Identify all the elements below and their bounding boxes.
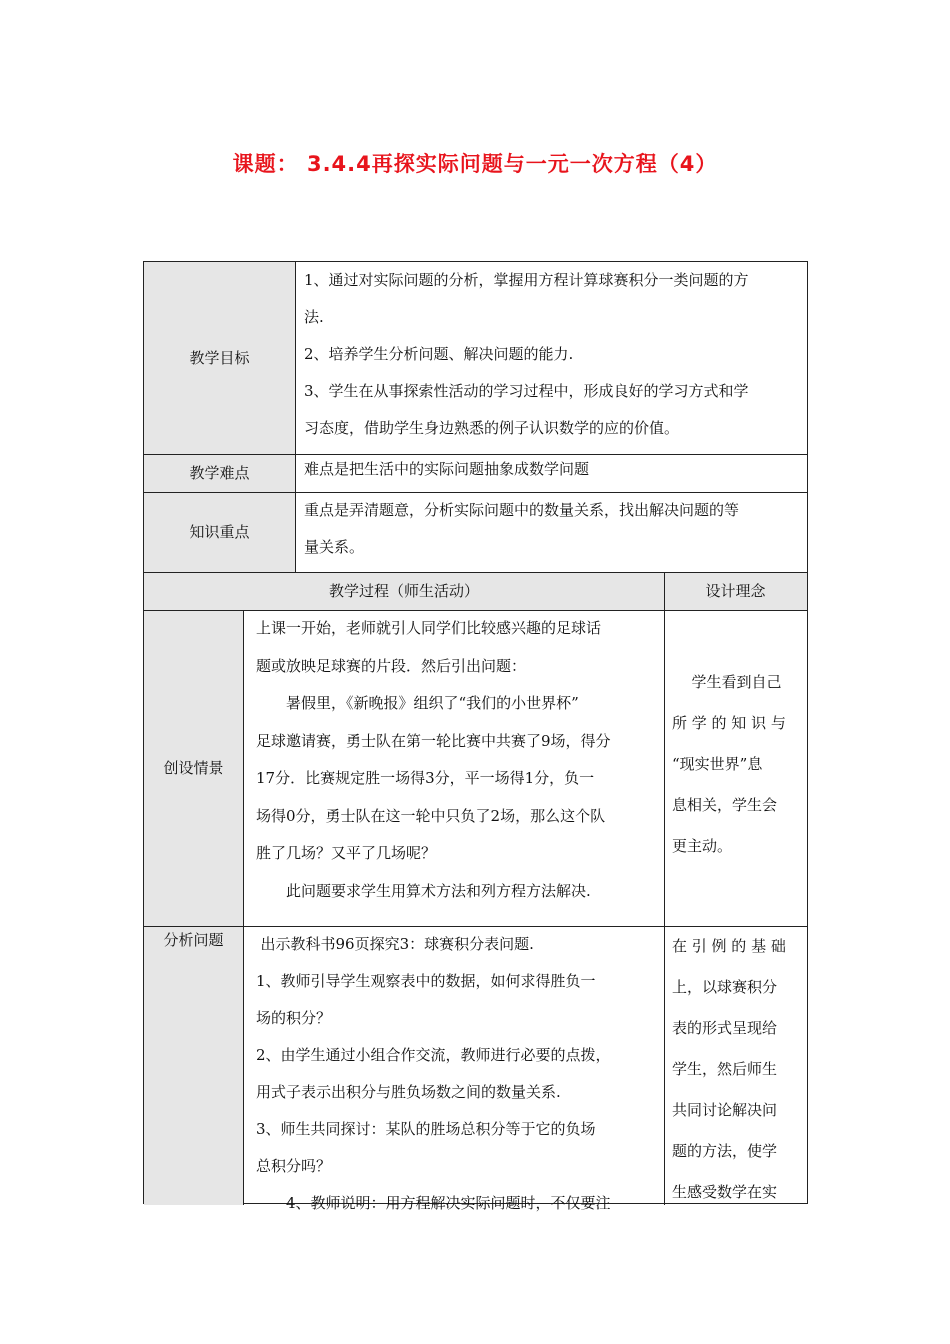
analysis-line: 2、由学生通过小组合作交流，教师进行必要的点拨， bbox=[256, 1046, 611, 1064]
objective-line: 习态度，借助学生身边熟悉的例子认识数学的应的价值。 bbox=[304, 419, 680, 437]
scenario-line: 题或放映足球赛的片段．然后引出问题： bbox=[256, 656, 527, 675]
difficulty-content bbox=[304, 454, 804, 492]
analysis-line: 1、教师引导学生观察表中的数据，如何求得胜负一 bbox=[256, 972, 596, 990]
analysis-content bbox=[256, 926, 660, 1222]
concept-line: 更主动。 bbox=[672, 837, 733, 855]
concept-line: “现实世界”息 bbox=[672, 755, 763, 773]
table-rule bbox=[243, 610, 244, 1205]
scenario-line: 此问题要求学生用算术方法和列方程方法解决. bbox=[286, 881, 591, 900]
scenario-line: 足球邀请赛，勇士队在第一轮比赛中共赛了9场，得分 bbox=[256, 731, 611, 750]
concept-line: 在 引 例 的 基 础 bbox=[672, 937, 786, 955]
key-point-line: 重点是弄清题意，分析实际问题中的数量关系，找出解决问题的等 bbox=[304, 501, 740, 519]
table-rule bbox=[295, 262, 296, 572]
process-header: 教学过程（师生活动） bbox=[328, 581, 479, 600]
lesson-plan-table bbox=[143, 261, 808, 1212]
objective-line: 3、学生在从事探索性活动的学习过程中，形成良好的学习方式和学 bbox=[304, 382, 749, 400]
concept-header-cell bbox=[664, 572, 807, 610]
page-title: 课题： 3.4.4再探实际问题与一元一次方程（4） bbox=[232, 152, 718, 176]
scenario-label: 创设情景 bbox=[163, 758, 224, 777]
table-rule bbox=[144, 572, 807, 573]
analysis-label: 分析问题 bbox=[163, 931, 224, 949]
table-rule bbox=[144, 492, 807, 493]
table-rule bbox=[144, 454, 807, 455]
analysis-line: 总积分吗？ bbox=[256, 1157, 332, 1175]
difficulty-label: 教学难点 bbox=[189, 463, 250, 482]
analysis-line: 3、师生共同探讨：某队的胜场总积分等于它的负场 bbox=[256, 1120, 596, 1138]
concept-line: 共同讨论解决问 bbox=[672, 1101, 778, 1119]
process-header-cell bbox=[144, 572, 664, 610]
analysis-line: 用式子表示出积分与胜负场数之间的数量关系. bbox=[256, 1083, 561, 1101]
scenario-line: 场得0分，勇士队在这一轮中只负了2场，那么这个队 bbox=[256, 806, 606, 825]
objective-line: 2、培养学生分析问题、解决问题的能力. bbox=[304, 345, 574, 363]
key-points-content bbox=[304, 492, 804, 566]
scenario-line: 胜了几场？又平了几场呢？ bbox=[256, 844, 437, 862]
key-points-label: 知识重点 bbox=[189, 522, 250, 541]
concept-line: 上，以球赛积分 bbox=[672, 978, 778, 996]
scenario-line: 暑假里，《新晚报》组织了“我们的小世界杯” bbox=[286, 694, 579, 712]
analysis-line: 场的积分？ bbox=[256, 1009, 332, 1027]
objective-line: 法. bbox=[304, 308, 324, 326]
analysis-line: 出示教科书96页探究3：球赛积分表问题. bbox=[260, 935, 534, 953]
objectives-content bbox=[304, 262, 804, 447]
concept-line: 学生看到自己 bbox=[691, 673, 782, 691]
key-points-label-cell bbox=[144, 492, 295, 572]
concept-header: 设计理念 bbox=[705, 581, 766, 600]
concept-line: 所 学 的 知 识 与 bbox=[672, 714, 786, 732]
objectives-label: 教学目标 bbox=[189, 348, 250, 367]
scenario-line: 17分．比赛规定胜一场得3分，平一场得1分，负一 bbox=[256, 769, 595, 787]
objective-line: 1、通过对实际问题的分析，掌握用方程计算球赛积分一类问题的方 bbox=[304, 271, 749, 289]
scenario-line: 上课一开始，老师就引人同学们比较感兴趣的足球话 bbox=[256, 619, 602, 637]
concept-line: 息相关，学生会 bbox=[672, 796, 778, 814]
table-rule bbox=[664, 572, 665, 1205]
objectives-label-cell bbox=[144, 262, 295, 454]
concept-line: 表的形式呈现给 bbox=[672, 1019, 778, 1037]
analysis-concept bbox=[672, 926, 802, 1213]
scenario-label-cell bbox=[144, 610, 243, 926]
scenario-concept bbox=[672, 662, 802, 867]
scenario-content bbox=[256, 610, 658, 910]
analysis-line: 4、教师说明：用方程解决实际问题时，不仅要注 bbox=[286, 1194, 611, 1212]
concept-line: 生感受数学在实 bbox=[672, 1183, 778, 1201]
key-point-line: 量关系。 bbox=[304, 538, 365, 556]
analysis-label-cell bbox=[144, 926, 243, 1205]
concept-line: 学生，然后师生 bbox=[672, 1060, 778, 1078]
difficulty-text: 难点是把生活中的实际问题抽象成数学问题 bbox=[304, 460, 590, 478]
concept-line: 题的方法，使学 bbox=[672, 1142, 778, 1160]
difficulty-label-cell bbox=[144, 454, 295, 492]
